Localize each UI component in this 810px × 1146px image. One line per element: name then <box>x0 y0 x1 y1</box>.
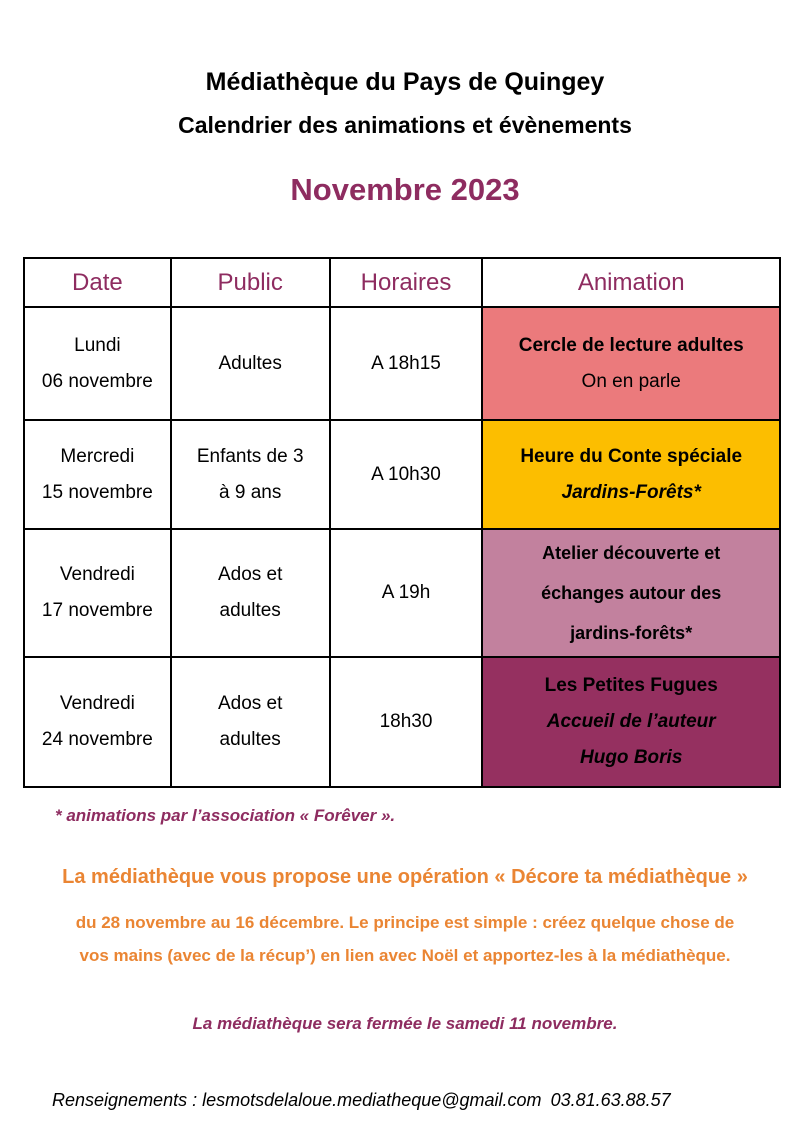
public-label: adultes <box>219 600 281 621</box>
animation-title: Atelier découverte et <box>542 543 721 563</box>
header-horaires: Horaires <box>330 258 483 307</box>
time-cell: A 19h <box>330 529 483 657</box>
table-header-row <box>24 258 780 307</box>
time-cell: A 10h30 <box>330 420 483 529</box>
date-label: 24 novembre <box>41 729 153 750</box>
animation-cell <box>482 657 780 787</box>
animation-title: Les Petites Fugues <box>544 675 718 696</box>
public-label: Enfants de 3 <box>196 445 304 467</box>
header-public: Public <box>171 258 330 307</box>
time-cell: 18h30 <box>330 657 483 787</box>
contact-info <box>52 1090 675 1111</box>
animation-subtitle: Jardins-Forêts* <box>561 481 701 503</box>
day-label: Mercredi <box>60 445 135 467</box>
promo-title: La médiathèque vous propose une opération « Décore ta médiathèque » <box>62 866 748 888</box>
date-cell <box>24 307 171 420</box>
header-date: Date <box>24 258 171 307</box>
closure-notice: La médiathèque sera fermée le samedi 11 novembre. <box>192 1014 618 1033</box>
public-label: Adultes <box>218 352 282 374</box>
day-label: Vendredi <box>59 693 135 714</box>
promo-line: vos mains (avec de la récup’) en lien avec Noël et apportez-les à la médiathèque. <box>79 946 731 965</box>
day-label: Vendredi <box>59 564 135 585</box>
contact-phone: 03.81.63.88.57 <box>550 1090 671 1110</box>
public-label: Ados et <box>217 564 283 585</box>
public-cell <box>171 420 330 529</box>
public-label: à 9 ans <box>219 481 282 503</box>
public-cell <box>171 529 330 657</box>
library-name: Médiathèque du Pays de Quingey <box>205 68 605 96</box>
date-cell <box>24 529 171 657</box>
calendar-subtitle: Calendrier des animations et évènements <box>178 112 632 138</box>
table-row <box>24 657 780 787</box>
date-label: 17 novembre <box>41 600 153 621</box>
animation-subtitle: On en parle <box>581 370 681 392</box>
animation-title: échanges autour des <box>541 583 722 603</box>
table-row <box>24 420 780 529</box>
table-row <box>24 529 780 657</box>
animation-cell <box>482 420 780 529</box>
animation-title: Cercle de lecture adultes <box>518 334 744 356</box>
animation-subtitle: Accueil de l’auteur <box>546 711 716 732</box>
public-label: adultes <box>219 729 281 750</box>
animation-author: Hugo Boris <box>580 747 683 768</box>
animation-cell <box>482 529 780 657</box>
date-label: 15 novembre <box>41 481 153 503</box>
public-label: Ados et <box>217 693 283 714</box>
promo-text <box>0 906 810 972</box>
animation-title: jardins-forêts* <box>570 623 693 643</box>
contact-label: Renseignements : lesmotsdelaloue.mediatheque@gmail.com <box>52 1090 542 1110</box>
date-label: 06 novembre <box>41 370 153 392</box>
events-table <box>23 257 781 788</box>
month-title: Novembre 2023 <box>290 172 520 207</box>
date-cell <box>24 657 171 787</box>
public-cell <box>171 307 330 420</box>
time-cell: A 18h15 <box>330 307 483 420</box>
promo-line: du 28 novembre au 16 décembre. Le principe est simple : créez quelque chose de <box>75 913 735 932</box>
table-row <box>24 307 780 420</box>
animation-cell <box>482 307 780 420</box>
public-cell <box>171 657 330 787</box>
header-animation: Animation <box>482 258 780 307</box>
footnote: * animations par l’association « Forêver ». <box>55 806 396 825</box>
date-cell <box>24 420 171 529</box>
animation-title: Heure du Conte spéciale <box>520 445 743 467</box>
day-label: Lundi <box>74 334 121 356</box>
